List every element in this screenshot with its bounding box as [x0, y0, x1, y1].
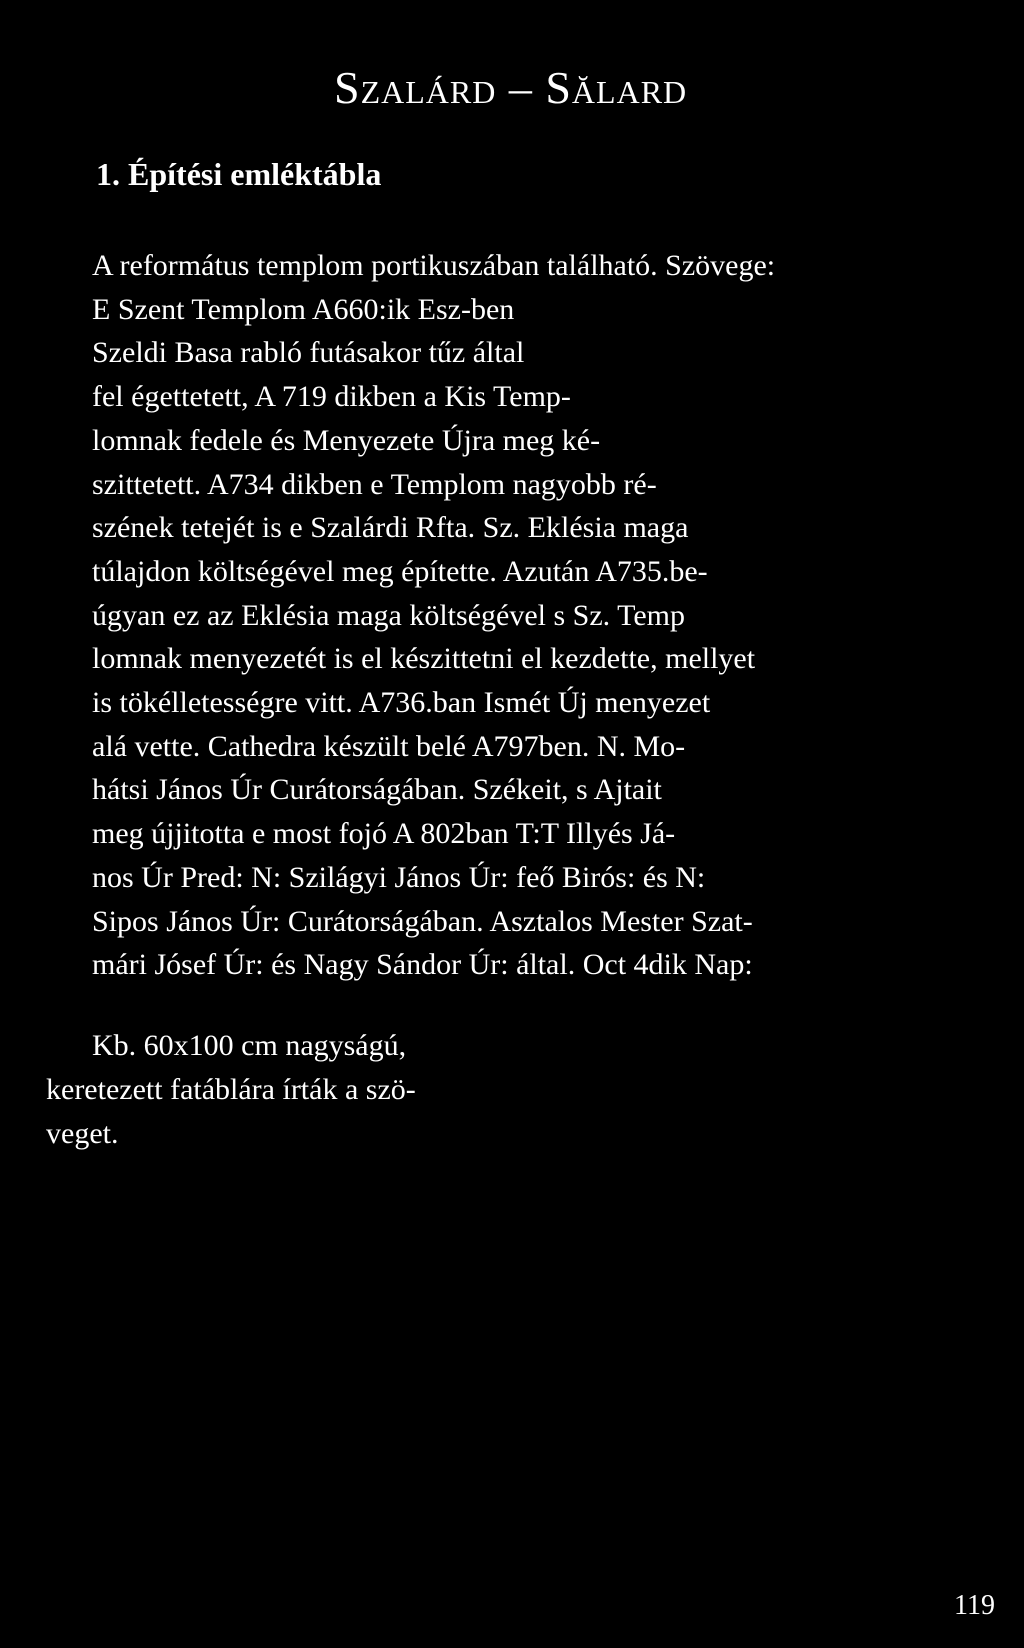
body-line: mári Jósef Úr: és Nagy Sándor Úr: által. Oct 4dik Nap:: [92, 948, 753, 982]
body-line: E Szent Templom A660:ik Esz-ben: [92, 292, 515, 326]
body-line: úgyan ez az Eklésia maga költségével s Sz. Temp: [92, 598, 685, 632]
body-line: nos Úr Pred: N: Szilágyi János Úr: feő Birós: és N:: [92, 860, 706, 894]
body-line: lomnak menyezetét is el készittetni el kezdette, mellyet: [92, 642, 756, 676]
size-note: [46, 1024, 526, 1156]
body-line: fel égettetett, A 719 dikben a Kis Temp-: [92, 380, 571, 414]
body-line: lomnak fedele és Menyezete Újra meg ké-: [92, 423, 601, 457]
inscription-text: [92, 244, 952, 987]
page-title: Szalárd – Sălard: [334, 62, 688, 113]
body-line: túlajdon költségével meg építette. Azután A735.be-: [92, 554, 708, 588]
body-line: hátsi János Úr Curátorságában. Székeit, s Ajtait: [92, 773, 662, 807]
note-line: veget.: [46, 1117, 119, 1150]
body-line: Sipos János Úr: Curátorságában. Asztalos Mester Szat-: [92, 904, 753, 938]
section-heading: 1. Építési emléktábla: [96, 156, 382, 192]
note-line: Kb. 60x100 cm nagyságú,: [92, 1029, 407, 1062]
body-line: szének tetejét is e Szalárdi Rfta. Sz. Eklésia maga: [92, 511, 689, 545]
body-line: alá vette. Cathedra készült belé A797ben. N. Mo-: [92, 729, 686, 763]
body-line: A református templom portikuszában található. Szövege:: [92, 249, 776, 282]
page-number: 119: [954, 1590, 995, 1621]
body-line: meg újjitotta e most fojó A 802ban T:T Illyés Já-: [92, 817, 676, 851]
body-line: is tökélletességre vitt. A736.ban Ismét Új menyezet: [92, 686, 711, 720]
note-line: keretezett fatáblára írták a szö-: [46, 1073, 416, 1106]
body-line: szittetett. A734 dikben e Templom nagyobb ré-: [92, 467, 657, 501]
body-line: Szeldi Basa rabló futásakor tűz által: [92, 336, 525, 370]
